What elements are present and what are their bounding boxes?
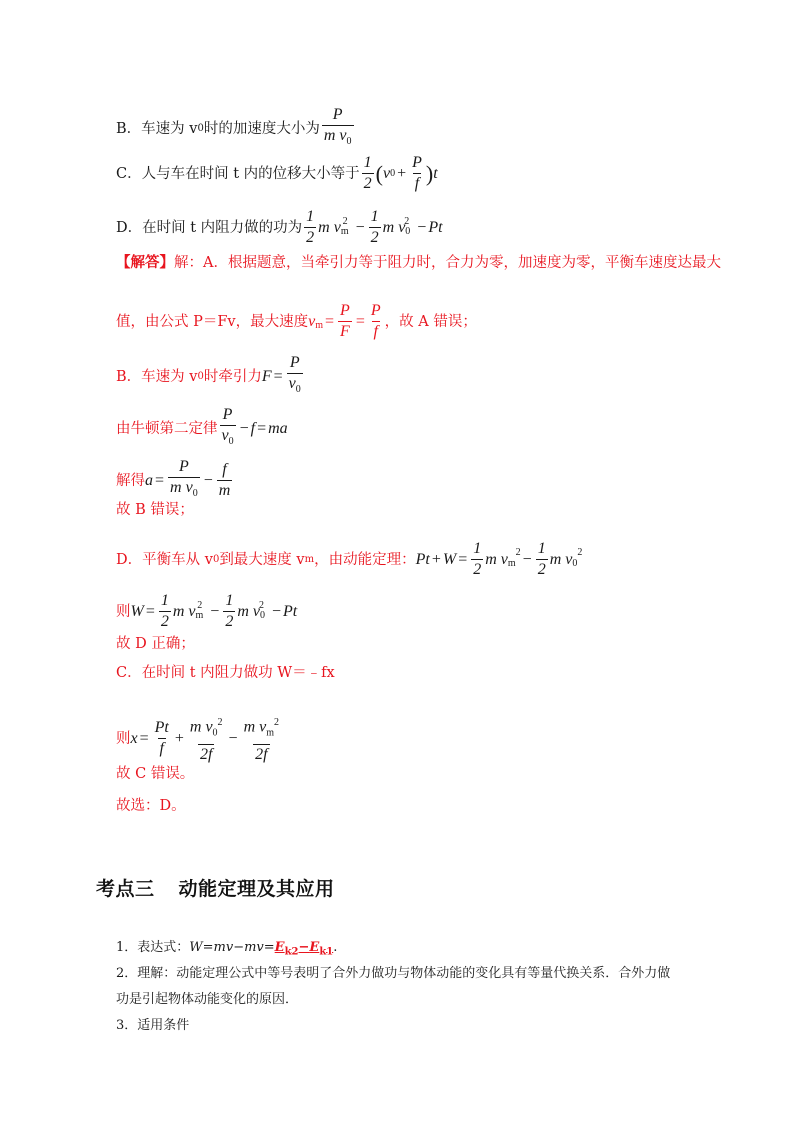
answer-c-2: 则 x = $\frac{Pt}{f}$ + $\frac{m v_0^2}{2f}$ − $\frac{m v_m^2}{2f}$ — [116, 714, 283, 764]
option-c-text: C．人与车在时间 t 内的位移大小等于 — [116, 165, 360, 182]
option-c — [116, 154, 438, 193]
formula-traction: F = $\frac{P}{v_0}$ — [262, 354, 305, 399]
answer-b-4: 故 B 错误； — [116, 502, 194, 518]
option-b-text: B．车速为 v — [116, 120, 198, 137]
formula-work-result: W = $\frac{1}{2}$ m v $_m$ $^2$ − $\frac{1}{2}$ m v $_0$ $^2$ − Pt — [130, 592, 298, 630]
answer-b-1: B．车速为 v 0 时牵引力 F = $\frac{P}{v_0}$ — [116, 354, 305, 399]
section-para-2-line-1: 2．理解：动能定理公式中等号表明了合外力做功与物体动能的变化具有等量代换关系．合外力做 — [116, 966, 671, 981]
answer-c-1: C．在时间 t 内阻力做功 W＝﹣fx — [116, 665, 335, 681]
section-para-1: 1．表达式：$W=mv-mv=E_{k2}-E_{k1}$. — [116, 940, 338, 958]
answer-b-3: 解得 a = $\frac{P}{m v_0}$ − $\frac{f}{m}$ — [116, 458, 234, 503]
formula-p-over-mv0: $\frac{P}{m v_0}$ — [322, 106, 354, 151]
option-d-text: D．在时间 t 内阻力做的功为 — [116, 219, 303, 236]
answer-line-2: 值，由公式 P＝Fv，最大速度 v $_m$ = $\frac{P}{F}$ = $\frac{P}{f}$ ，故 A 错误； — [116, 302, 477, 340]
option-b: B．车速为 v 0 时的加速度大小为 $\frac{P}{m v_0}$ — [116, 106, 356, 151]
answer-label: 【解答】 — [116, 254, 174, 271]
formula-newton: $\frac{P}{v_0}$ − f = ma — [218, 406, 288, 451]
answer-d-1: D．平衡车从 v 0 到最大速度 v m ，由动能定理： Pt + W = $\frac{1}{2}$ m v $_m$ $^2$ − $\frac{1}{2}$ m v $_0$ $^2$ — [116, 540, 583, 578]
answer-line-1: 【解答】 解：A．根据题意，当牵引力等于阻力时，合力为零，加速度为零，平衡车速度达最大 — [116, 254, 721, 271]
answer-b-2: 由牛顿第二定律 $\frac{P}{v_0}$ − f = ma — [116, 406, 288, 451]
answer-d-2: 则 W = $\frac{1}{2}$ m v $_m$ $^2$ − $\frac{1}{2}$ m v $_0$ $^2$ − Pt — [116, 592, 298, 630]
option-d — [116, 208, 443, 247]
formula-vmax: v $_m$ = $\frac{P}{F}$ = $\frac{P}{f}$ — [308, 302, 381, 340]
section-para-3: 3．适用条件 — [116, 1018, 190, 1033]
answer-c-3: 故 C 错误。 — [116, 766, 195, 782]
formula-displacement: $\frac{1}{2}$ ( v 0 + $\frac{P}{f}$ ) t — [363, 154, 438, 192]
formula-work: $\frac{1}{2}$ m v $_m$ $^2$ − $\frac{1}{2}$ m v $_0$ $^2$ − Pt — [306, 208, 443, 246]
answer-d-3: 故 D 正确； — [116, 636, 195, 652]
section-para-2-line-2: 功是引起物体动能变化的原因． — [116, 992, 299, 1007]
section-heading: 考点三 动能定理及其应用 — [96, 878, 335, 900]
ek2-term: $E_{k2}-E_{k1}$ — [274, 940, 334, 958]
formula-displacement-result: x = $\frac{Pt}{f}$ + $\frac{m v_0^2}{2f}$ − $\frac{m v_m^2}{2f}$ — [130, 717, 280, 763]
formula-energy-theorem: Pt + W = $\frac{1}{2}$ m v $_m$ $^2$ − $\frac{1}{2}$ m v $_0$ $^2$ — [415, 540, 583, 578]
answer-final: 故选：D。 — [116, 798, 186, 814]
formula-acceleration: a = $\frac{P}{m v_0}$ − $\frac{f}{m}$ — [145, 458, 234, 503]
